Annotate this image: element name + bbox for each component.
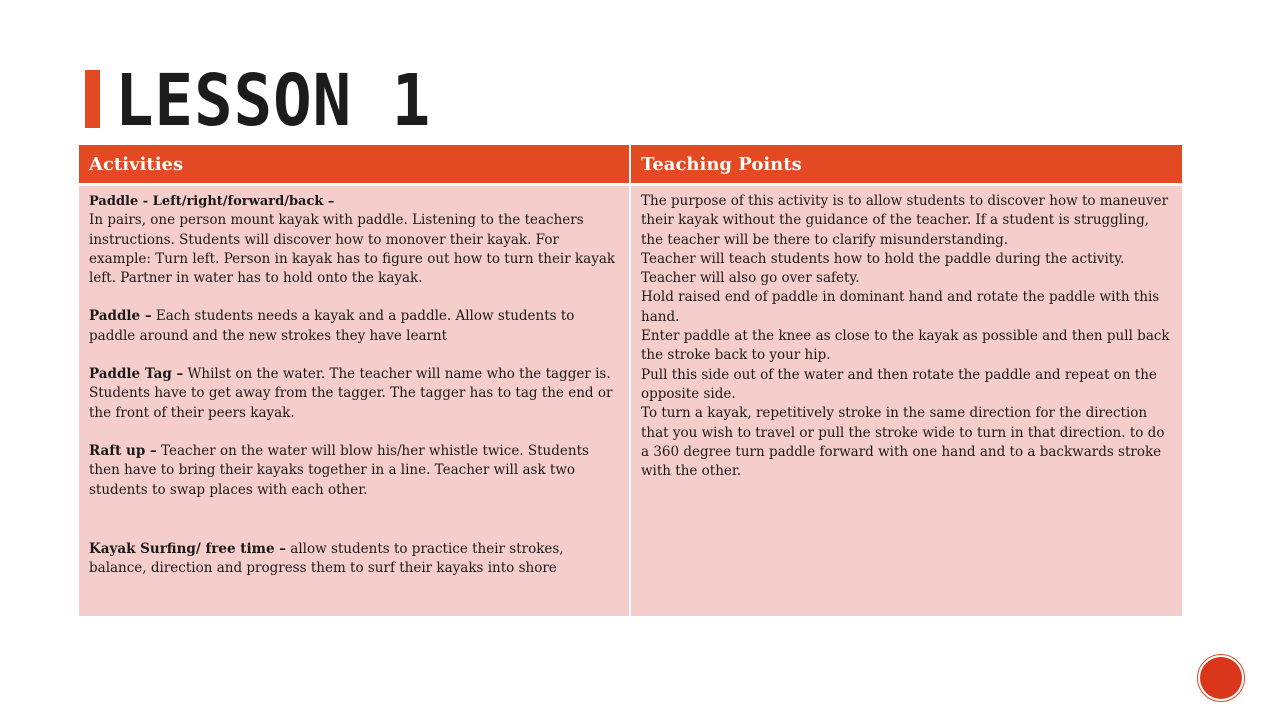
activity-title: Paddle - Left/right/forward/back – <box>89 194 335 209</box>
activity-description: Whilst on the water. The teacher will name who the tagger is. Students have to get away from the tagger. The tagger has to tag the end or the front of their peers kayak. <box>89 366 613 421</box>
activities-cell <box>79 185 630 617</box>
activity-description: allow students to practice their strokes, balance, direction and progress them to surf their kayaks into shore <box>89 540 564 577</box>
teaching-point: Pull this side out of the water and then rotate the paddle and repeat on the opposite side. <box>641 366 1157 402</box>
activity-description: Each students needs a kayak and a paddle. Allow students to paddle around and the new strokes they have learnt <box>89 308 575 344</box>
header-teaching-points: Teaching Points <box>630 145 1182 185</box>
activity-item <box>89 442 619 500</box>
circle-icon <box>1200 657 1242 699</box>
activity-title: Paddle – <box>89 308 152 325</box>
activity-item <box>89 540 619 579</box>
header-activities: Activities <box>79 145 630 185</box>
activity-description: In pairs, one person mount kayak with paddle. Listening to the teachers instructions. Students will discover how to monover their kayak. For example: Turn left. Person in kayak has to figure out how to turn their kayak left. Partner in water has to hold onto the kayak. <box>89 212 616 287</box>
activity-title: Raft up – <box>89 442 157 459</box>
activity-item <box>89 192 619 288</box>
slide-title: LESSON 1 <box>115 60 432 144</box>
activity-title: Kayak Surfing/ free time – <box>89 540 286 557</box>
teaching-point: To turn a kayak, repetitively stroke in the same direction for the direction that you wish to travel or pull the stroke wide to turn in that direction. to do a 360 degree turn paddle forward with one hand and to a backwards stroke with the other. <box>641 405 1165 480</box>
teaching-point: Teacher will teach students how to hold the paddle during the activity. <box>641 250 1125 267</box>
table-header-row <box>79 145 1182 185</box>
teaching-point: Hold raised end of paddle in dominant hand and rotate the paddle with this hand. <box>641 289 1160 325</box>
slide-nav-circle-button[interactable] <box>1197 654 1245 702</box>
teaching-point: Enter paddle at the knee as close to the kayak as possible and then pull back the stroke back to your hip. <box>641 328 1170 364</box>
activity-title: Paddle Tag – <box>89 366 184 383</box>
lesson-table <box>79 145 1182 616</box>
table-row <box>79 185 1182 617</box>
activity-description: Teacher on the water will blow his/her whistle twice. Students then have to bring their kayaks together in a line. Teacher will ask two students to swap places with each other. <box>89 442 589 498</box>
teaching-point: The purpose of this activity is to allow students to discover how to maneuver their kayak without the guidance of the teacher. If a student is struggling, the teacher will be there to clarify misunderstanding. <box>641 193 1169 248</box>
activity-item <box>89 307 619 346</box>
activity-item <box>89 365 619 423</box>
teaching-points-cell <box>630 185 1182 617</box>
teaching-point: Teacher will also go over safety. <box>641 270 860 287</box>
title-accent-bar <box>85 70 100 128</box>
